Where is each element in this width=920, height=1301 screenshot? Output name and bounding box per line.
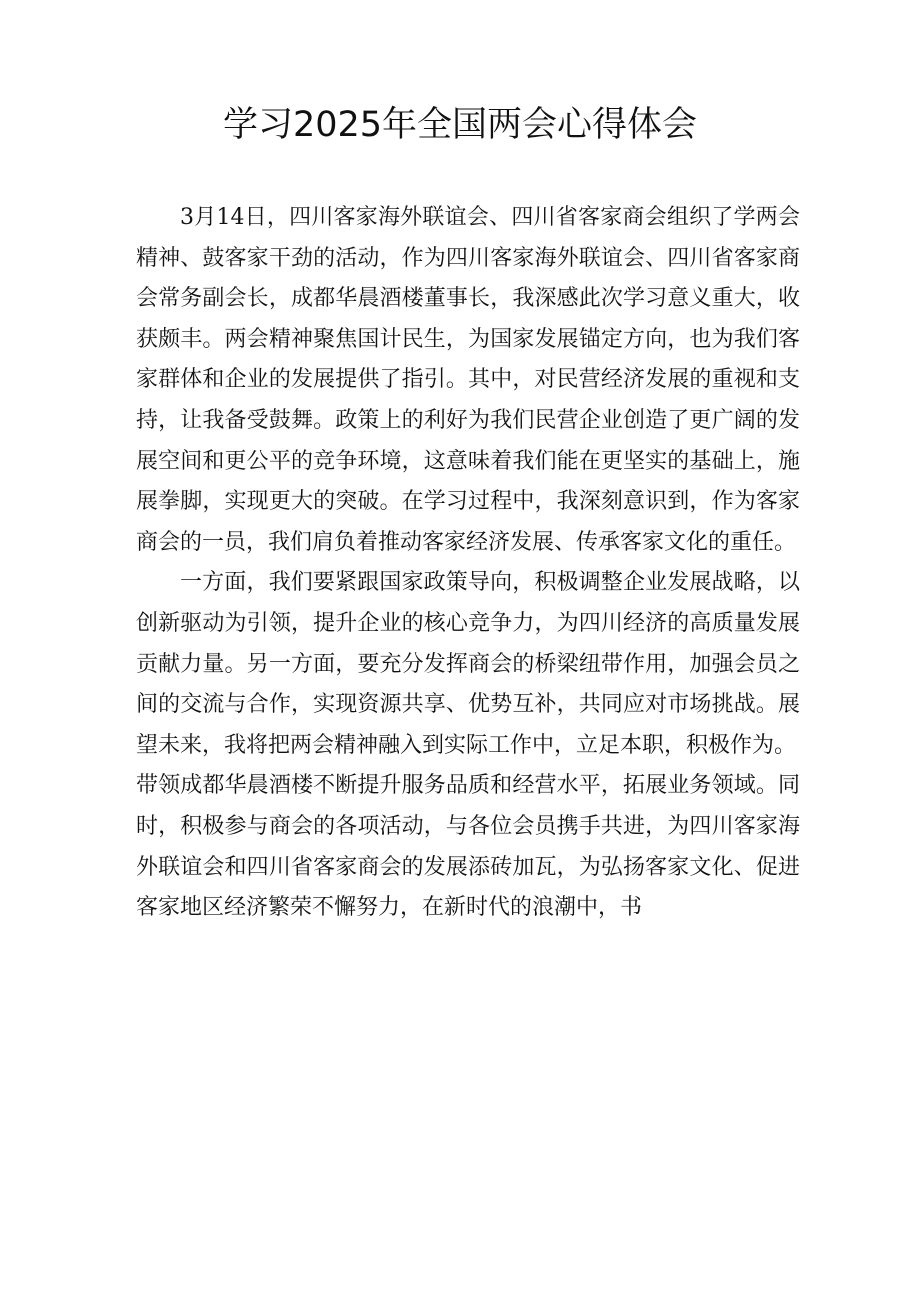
document-title: 学习2025年全国两会心得体会: [222, 105, 698, 145]
paragraph-3: 带领成都华晨酒楼不断提升服务品质和经营水平，拓展业务领域。同时，积极参与商会的各项活动，与各位会员携手共进，为四川客家海外联谊会和四川省客家商会的发展添砖加瓦，为弘扬客家文化、促进客家地区经济繁荣不懈努力，在新时代的浪潮中，书: [136, 773, 800, 921]
paragraph-2: 一方面，我们要紧跟国家政策导向，积极调整企业发展战略，以创新驱动为引领，提升企业的核心竞争力，为四川经济的高质量发展贡献力量。另一方面，要充分发挥商会的桥梁纽带作用，加强会员之间的交流与合作，实现资源共享、优势互补，共同应对市场挑战。展望未来，我将把两会精神融入到实际工作中，立足本职，积极作为。: [136, 570, 800, 758]
paragraph-1: 3月14日，四川客家海外联谊会、四川省客家商会组织了学两会精神、鼓客家干劲的活动，作为四川客家海外联谊会、四川省客家商会常务副会长，成都华晨酒楼董事长，我深感此次学习意义重大，收获颇丰。两会精神聚焦国计民生，为国家发展锚定方向，也为我们客家群体和企业的发展提供了指引。其中，对民营经济发展的重视和支持，让我备受鼓舞。政策上的利好为我们民营企业创造了更广阔的发展空间和更公平的竞争环境，这意味着我们能在更坚实的基础上，施展拳脚，实现更大的突破。在学习过程中，我深刻意识到，作为客家商会的一员，我们肩负着推动客家经济发展、传承客家文化的重任。: [136, 205, 800, 555]
document-body: [136, 198, 800, 929]
